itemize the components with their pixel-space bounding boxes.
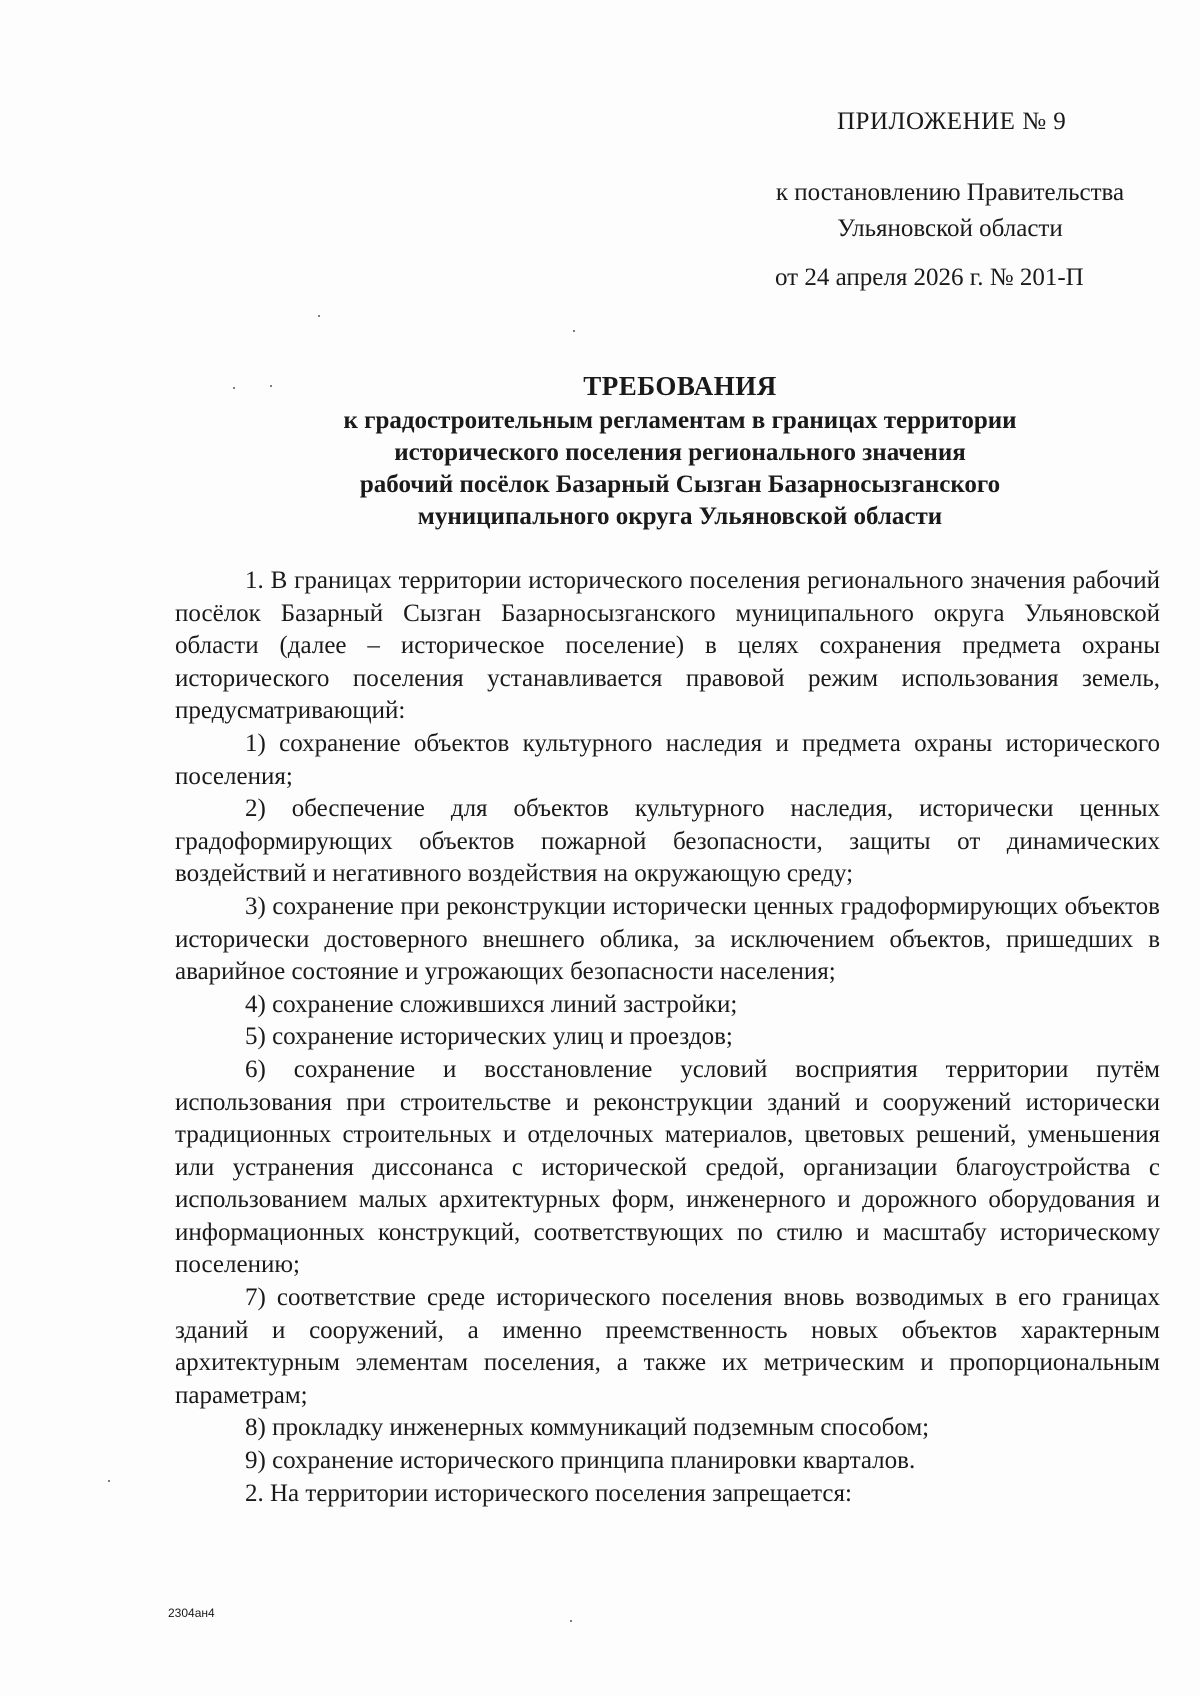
heading-subtitle-line: исторического поселения регионального значения xyxy=(394,439,966,466)
annex-date: от 24 апреля 2026 г. № 201-П xyxy=(775,264,1084,291)
document-code: 2304ан4 xyxy=(168,1606,215,1620)
document-heading xyxy=(180,367,1180,533)
list-item: 4) сохранение сложившихся линий застройки; xyxy=(245,990,738,1018)
annex-title: ПРИЛОЖЕНИЕ № 9 xyxy=(837,108,1067,135)
scan-speck xyxy=(573,330,575,332)
paragraph: 2. На территории исторического поселения запрещается: xyxy=(245,1479,852,1507)
list-item: 7) соответствие среде исторического поселения вновь возводимых в его границах зданий и сооружений, а именно преемственность новых объектов характерным архитектурным элементам поселения, а также их метрическим и пропорциональным параметрам; xyxy=(175,1284,1160,1409)
paragraph: 1. В границах территории исторического поселения регионального значения рабочий посёлок Базарный Сызган Базарносызганского муниципального округа Ульяновской области (далее – историческое поселение) в целях сохранения предмета охраны исторического поселения устанавливается правовой режим использования земель, предусматривающий: xyxy=(175,567,1160,725)
annex-reference-line: Ульяновской области xyxy=(837,215,1063,242)
annex-reference xyxy=(760,175,1140,247)
annex-reference-line: к постановлению Правительства xyxy=(775,179,1125,206)
list-item: 1) сохранение объектов культурного наследия и предмета охраны исторического поселения; xyxy=(175,729,1160,790)
list-item: 6) сохранение и восстановление условий восприятия территории путём использования при строительстве и реконструкции зданий и сооружений исторически традиционных строительных и отделочных материалов, цветовых решений, уменьшения или устранения диссонанса с исторической средой, организации благоустройства с использованием малых архитектурных форм, инженерного и дорожного оборудования и информационных конструкций, соответствующих по стилю и масштабу историческому поселению; xyxy=(175,1055,1160,1279)
scan-speck xyxy=(570,1620,572,1622)
list-item: 3) сохранение при реконструкции исторически ценных градоформирующих объектов исторически достоверного внешнего облика, за исключением объектов, пришедших в аварийное состояние и угрожающих безопасности населения; xyxy=(175,892,1160,986)
scan-speck xyxy=(318,315,320,317)
list-item: 5) сохранение исторических улиц и проездов; xyxy=(245,1023,733,1051)
scan-speck xyxy=(270,385,272,387)
heading-subtitle-line: рабочий посёлок Базарный Сызган Базарносызганского xyxy=(359,471,1001,498)
scan-speck xyxy=(108,1480,110,1482)
heading-subtitle-line: муниципального округа Ульяновской области xyxy=(417,503,943,530)
list-item: 8) прокладку инженерных коммуникаций подземным способом; xyxy=(245,1414,930,1442)
list-item: 9) сохранение исторического принципа планировки кварталов. xyxy=(245,1447,916,1475)
heading-title: ТРЕБОВАНИЯ xyxy=(583,371,777,401)
scan-speck xyxy=(233,387,235,389)
document-body xyxy=(175,565,1160,1510)
heading-subtitle-line: к градостроительным регламентам в границах территории xyxy=(343,407,1017,434)
list-item: 2) обеспечение для объектов культурного наследия, исторически ценных градоформирующих объектов пожарной безопасности, защиты от динамических воздействий и негативного воздействия на окружающую среду; xyxy=(175,795,1160,888)
